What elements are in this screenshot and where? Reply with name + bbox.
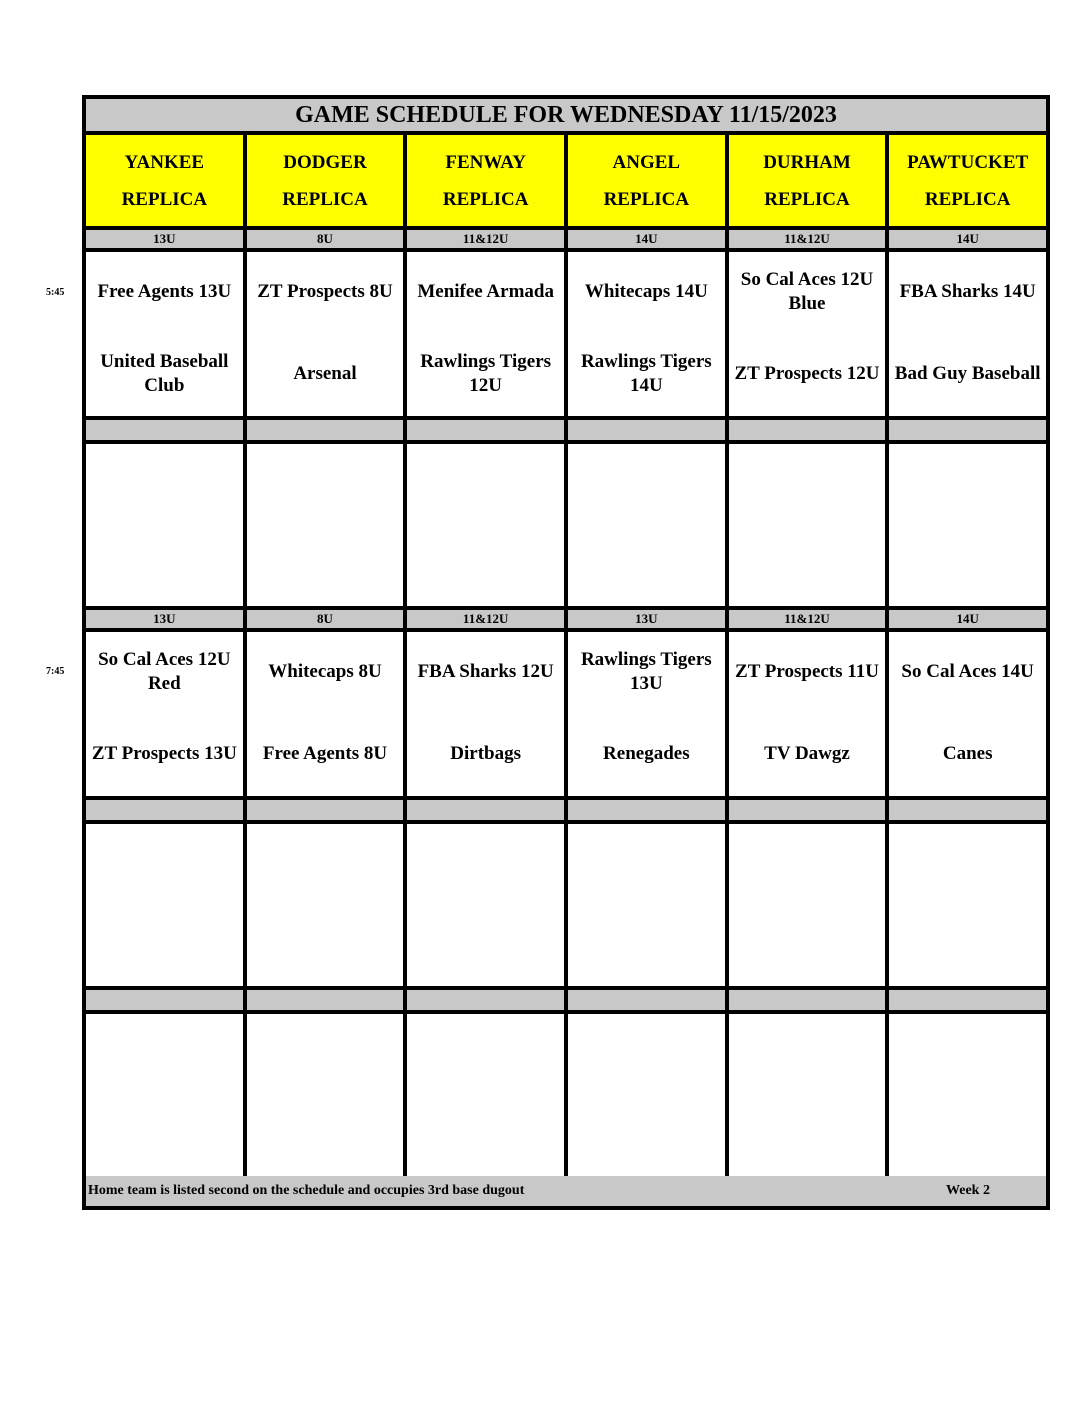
empty-game-cell bbox=[889, 444, 1046, 606]
division-label: 13U bbox=[86, 230, 243, 248]
division-label: 13U bbox=[86, 610, 243, 628]
blank-cell bbox=[729, 990, 886, 1010]
field-header: FENWAY REPLICA bbox=[407, 135, 564, 226]
field-header: PAWTUCKET REPLICA bbox=[889, 135, 1046, 226]
division-label: 11&12U bbox=[729, 230, 886, 248]
field-header-row bbox=[86, 135, 1046, 226]
blank-cell bbox=[86, 990, 243, 1010]
away-team: So Cal Aces 12U Red bbox=[98, 649, 231, 694]
game-row bbox=[86, 632, 1046, 796]
empty-game-cell bbox=[729, 444, 886, 606]
away-team: So Cal Aces 14U bbox=[901, 661, 1034, 682]
away-team: FBA Sharks 12U bbox=[417, 661, 554, 682]
empty-game-cell bbox=[86, 824, 243, 986]
blank-division-row bbox=[86, 800, 1046, 820]
division-label: 11&12U bbox=[407, 230, 564, 248]
home-team: Bad Guy Baseball bbox=[894, 363, 1041, 384]
game-cell bbox=[729, 632, 886, 796]
empty-game-cell bbox=[86, 444, 243, 606]
empty-game-cell bbox=[407, 824, 564, 986]
game-cell bbox=[407, 632, 564, 796]
division-label: 11&12U bbox=[407, 610, 564, 628]
away-team: Whitecaps 14U bbox=[584, 281, 708, 302]
field-header: DURHAM REPLICA bbox=[729, 135, 886, 226]
division-label: 14U bbox=[889, 230, 1046, 248]
blank-cell bbox=[86, 800, 243, 820]
away-team: Free Agents 13U bbox=[97, 281, 232, 302]
game-cell bbox=[729, 252, 886, 416]
blank-cell bbox=[889, 800, 1046, 820]
home-team: Dirtbags bbox=[450, 743, 522, 764]
empty-game-cell bbox=[247, 1014, 404, 1176]
blank-cell bbox=[568, 990, 725, 1010]
empty-game-cell bbox=[407, 1014, 564, 1176]
blank-division-row bbox=[86, 990, 1046, 1010]
blank-cell bbox=[568, 800, 725, 820]
game-cell bbox=[568, 632, 725, 796]
empty-game-cell bbox=[729, 824, 886, 986]
blank-cell bbox=[407, 420, 564, 440]
away-team: Menifee Armada bbox=[417, 281, 554, 302]
empty-game-cell bbox=[568, 824, 725, 986]
empty-game-cell bbox=[889, 1014, 1046, 1176]
home-team: ZT Prospects 13U bbox=[91, 743, 237, 764]
division-label: 14U bbox=[568, 230, 725, 248]
blank-cell bbox=[889, 990, 1046, 1010]
blank-cell bbox=[568, 420, 725, 440]
blank-cell bbox=[247, 800, 404, 820]
home-team: Canes bbox=[942, 743, 993, 764]
home-team: United Baseball Club bbox=[100, 351, 229, 396]
week-label: Week 2 bbox=[946, 1183, 990, 1198]
blank-cell bbox=[407, 990, 564, 1010]
division-label: 11&12U bbox=[729, 610, 886, 628]
away-team: Rawlings Tigers 13U bbox=[580, 649, 712, 694]
blank-cell bbox=[729, 800, 886, 820]
home-team: Arsenal bbox=[293, 363, 357, 384]
field-header: YANKEE REPLICA bbox=[86, 135, 243, 226]
division-label: 13U bbox=[568, 610, 725, 628]
away-team: ZT Prospects 8U bbox=[257, 281, 393, 302]
empty-game-cell bbox=[568, 444, 725, 606]
game-row bbox=[86, 252, 1046, 416]
game-cell bbox=[407, 252, 564, 416]
blank-cell bbox=[86, 420, 243, 440]
division-label: 8U bbox=[247, 610, 404, 628]
field-header: ANGEL REPLICA bbox=[568, 135, 725, 226]
empty-game-cell bbox=[247, 824, 404, 986]
schedule-footer bbox=[86, 1176, 1046, 1206]
blank-division-row bbox=[86, 420, 1046, 440]
game-cell bbox=[889, 632, 1046, 796]
blank-cell bbox=[407, 800, 564, 820]
empty-game-row bbox=[86, 1014, 1046, 1176]
blank-cell bbox=[247, 420, 404, 440]
home-team: Rawlings Tigers 12U bbox=[420, 351, 552, 396]
empty-game-cell bbox=[407, 444, 564, 606]
division-label: 8U bbox=[247, 230, 404, 248]
home-team: Rawlings Tigers 14U bbox=[580, 351, 712, 396]
empty-game-cell bbox=[247, 444, 404, 606]
blank-cell bbox=[729, 420, 886, 440]
division-row bbox=[86, 230, 1046, 248]
game-cell bbox=[86, 252, 243, 416]
home-team: Free Agents 8U bbox=[262, 743, 388, 764]
division-label: 14U bbox=[889, 610, 1046, 628]
field-header: DODGER REPLICA bbox=[247, 135, 404, 226]
home-team: TV Dawgz bbox=[764, 743, 850, 764]
home-team: ZT Prospects 12U bbox=[734, 363, 880, 384]
game-cell bbox=[86, 632, 243, 796]
game-cell bbox=[247, 252, 404, 416]
away-team: So Cal Aces 12U Blue bbox=[740, 269, 874, 314]
home-team-note: Home team is listed second on the schedule and occupies 3rd base dugout bbox=[88, 1183, 525, 1198]
empty-game-row bbox=[86, 444, 1046, 606]
away-team: ZT Prospects 11U bbox=[735, 661, 879, 682]
game-cell bbox=[889, 252, 1046, 416]
time-label-slot-1: 5:45 bbox=[46, 287, 65, 298]
schedule-table bbox=[82, 95, 1050, 1210]
empty-game-cell bbox=[889, 824, 1046, 986]
empty-game-row bbox=[86, 824, 1046, 986]
empty-game-cell bbox=[86, 1014, 243, 1176]
home-team: Renegades bbox=[603, 743, 690, 764]
schedule-title: GAME SCHEDULE FOR WEDNESDAY 11/15/2023 bbox=[86, 99, 1046, 131]
empty-game-cell bbox=[729, 1014, 886, 1176]
empty-game-cell bbox=[568, 1014, 725, 1176]
game-cell bbox=[247, 632, 404, 796]
away-team: FBA Sharks 14U bbox=[899, 281, 1036, 302]
division-row bbox=[86, 610, 1046, 628]
game-cell bbox=[568, 252, 725, 416]
away-team: Whitecaps 8U bbox=[268, 661, 382, 682]
blank-cell bbox=[889, 420, 1046, 440]
time-label-slot-2: 7:45 bbox=[46, 666, 65, 677]
blank-cell bbox=[247, 990, 404, 1010]
